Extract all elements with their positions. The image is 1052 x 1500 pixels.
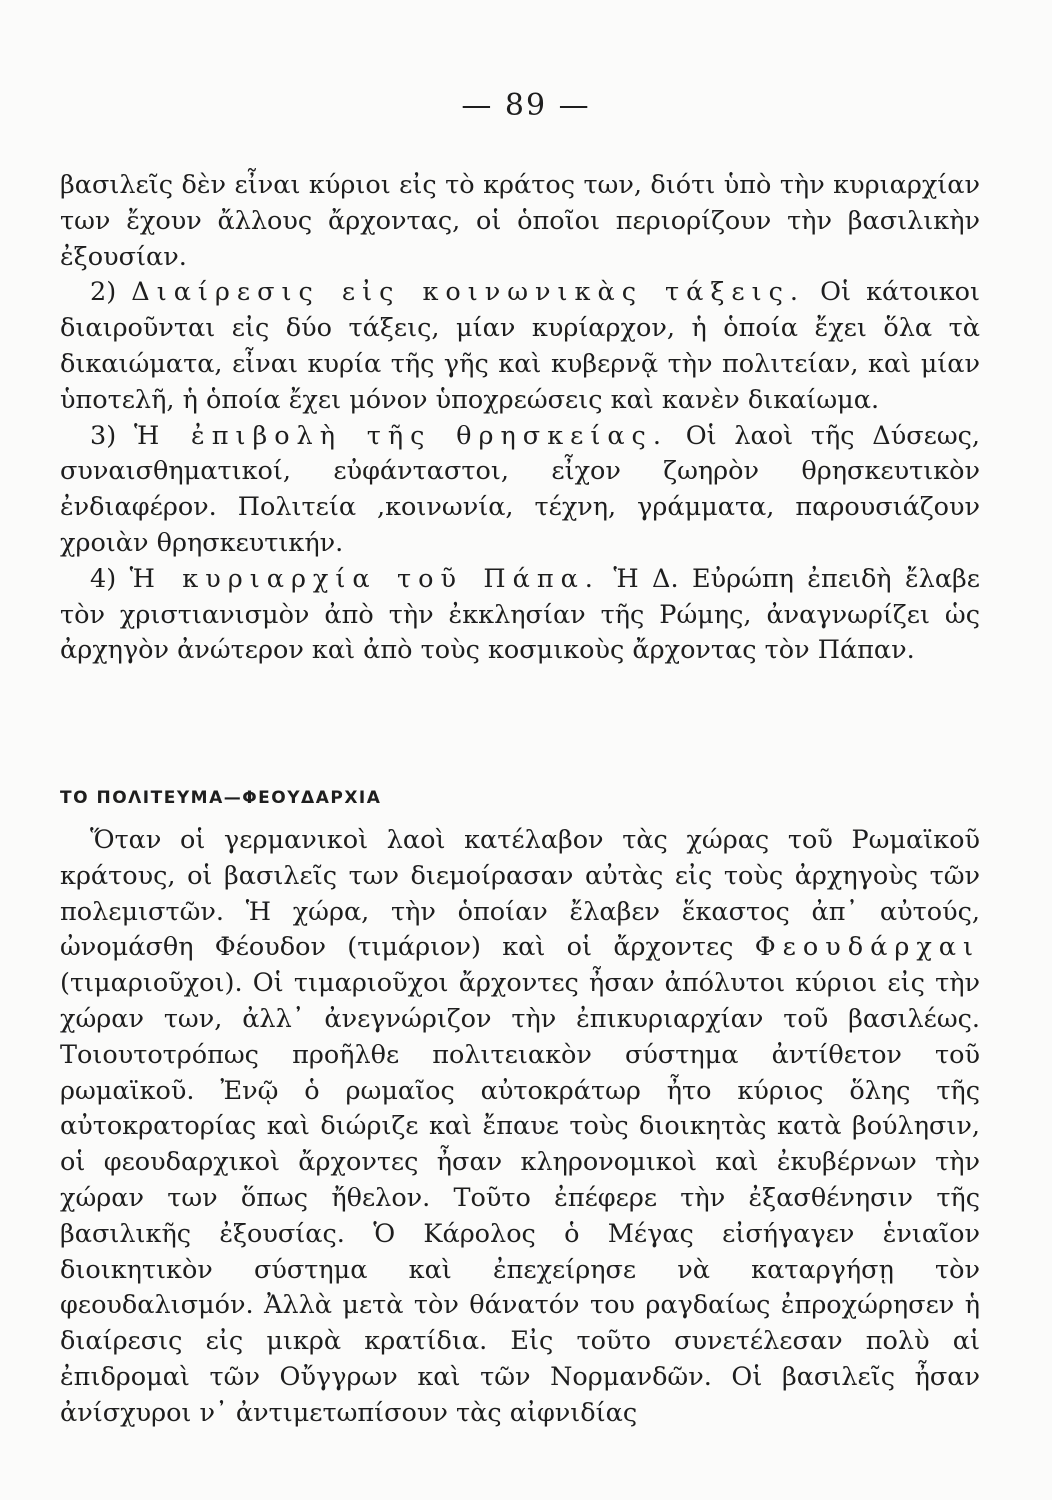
paragraph-feudalism (60, 823, 980, 1432)
item-number-3: 3) (90, 420, 117, 451)
item-body-2: Οἱ κάτοικοι διαιροῦνται εἰς δύο τάξεις, μίαν κυρίαρχον, ἡ ὁποία ἔχει ὅλα τὰ δικαιώματα, εἶναι κυρία τῆς γῆς καὶ κυβερνᾷ τὴν πολιτείαν, καὶ μίαν ὑποτελῆ, ἡ ὁποία ἔχει μόνον ὑποχρεώσεις καὶ κανὲν δικαίωμα. (60, 277, 981, 415)
item-title-3: Ἡ ἐπιβολὴ τῆς θρησκείας. (133, 420, 668, 451)
paragraph-2 (60, 275, 980, 418)
text-section-2 (60, 823, 980, 1432)
item-title-2: Διαίρεσις εἰς κοινωνικὰς τάξεις. (131, 277, 806, 308)
spaced-term: Φεουδάρχαι (754, 932, 980, 963)
paragraph-3 (60, 419, 980, 562)
paragraph-text-start: Ὅταν οἱ γερμανικοὶ λαοὶ κατέλαβον τὰς χώρας τοῦ Ρωμαϊκοῦ κράτους, οἱ βασιλεῖς των διεμοίρασαν αὐτὰς εἰς τοὺς ἀρχηγοὺς τῶν πολεμιστῶν. Ἡ χώρα, τὴν ὁποίαν ἔλαβεν ἕκαστος ἀπ᾽ αὐτούς, ὠνομάσθη Φέουδον (τιμάριον) καὶ οἱ ἄρχοντες (60, 825, 980, 963)
paragraph-1-continuation: βασιλεῖς δὲν εἶναι κύριοι εἰς τὸ κράτος των, διότι ὑπὸ τὴν κυριαρχίαν των ἔχουν ἄλλους ἄρχοντας, οἱ ὁποῖοι περιορίζουν τὴν βασιλικὴν ἐξουσίαν. (60, 170, 980, 272)
text-section-1 (60, 168, 980, 669)
paragraph-4 (60, 562, 980, 669)
item-number-4: 4) (90, 563, 117, 594)
item-body-4: Ἡ Δ. Εὐρώπη ἐπειδὴ ἔλαβε τὸν χριστιανισμὸν ἀπὸ τὴν ἐκκλησίαν τῆς Ρώμης, ἀναγνωρίζει ὡς ἀρχηγὸν ἀνώτερον καὶ ἀπὸ τοὺς κοσμικοὺς ἄρχοντας τὸν Πάπαν. (60, 563, 980, 666)
item-body-3: Οἱ λαοὶ τῆς Δύσεως, συναισθηματικοί, εὐφάνταστοι, εἶχον ζωηρὸν θρησκευτικὸν ἐνδιαφέρον. Πολιτεία ,κοινωνία, τέχνη, γράμματα, παρουσιάζουν χροιὰν θρησκευτικήν. (60, 420, 981, 558)
page-number: — 89 — (461, 88, 591, 123)
item-title-4: Ἡ κυριαρχία τοῦ Πάπα. (129, 563, 600, 594)
section-heading: ΤΟ ΠΟΛΙΤΕΥΜΑ—ΦΕΟΥΔΑΡΧΙΑ (60, 788, 382, 808)
item-number-2: 2) (90, 277, 117, 308)
paragraph-text-end: (τιμαριοῦχοι). Οἱ τιμαριοῦχοι ἄρχοντες ἦσαν ἀπόλυτοι κύριοι εἰς τὴν χώραν των, ἀλλ᾽ ἀνεγνώριζον τὴν ἐπικυριαρχίαν τοῦ βασιλέως. Τοιουτοτρόπως προῆλθε πολιτειακὸν σύστημα ἀντίθετον τοῦ ρωμαϊκοῦ. Ἐνῷ ὁ ρωμαῖος αὐτοκράτωρ ἦτο κύριος ὅλης τῆς αὐτοκρατορίας καὶ διώριζε καὶ ἔπαυε τοὺς διοικητὰς κατὰ βούλησιν, οἱ φεουδαρχικοὶ ἄρχοντες ἦσαν κληρονομικοὶ καὶ ἐκυβέρνων τὴν χώραν των ὅπως ἤθελον. Τοῦτο ἐπέφερε τὴν ἐξασθένησιν τῆς βασιλικῆς ἐξουσίας. Ὁ Κάρολος ὁ Μέγας εἰσήγαγεν ἑνιαῖον διοικητικὸν σύστημα καὶ ἐπεχείρησε νὰ καταργήσῃ τὸν φεουδαλισμόν. Ἀλλὰ μετὰ τὸν θάνατόν του ραγδαίως ἐπροχώρησεν ἡ διαίρεσις εἰς μικρὰ κρατίδια. Εἰς τοῦτο συνετέλεσαν πολὺ αἱ ἐπιδρομαὶ τῶν Οὔγγρων καὶ τῶν Νορμανδῶν. Οἱ βασιλεῖς ἦσαν ἀνίσχυροι ν᾽ ἀντιμετωπίσουν τὰς αἰφνιδίας (60, 968, 980, 1428)
